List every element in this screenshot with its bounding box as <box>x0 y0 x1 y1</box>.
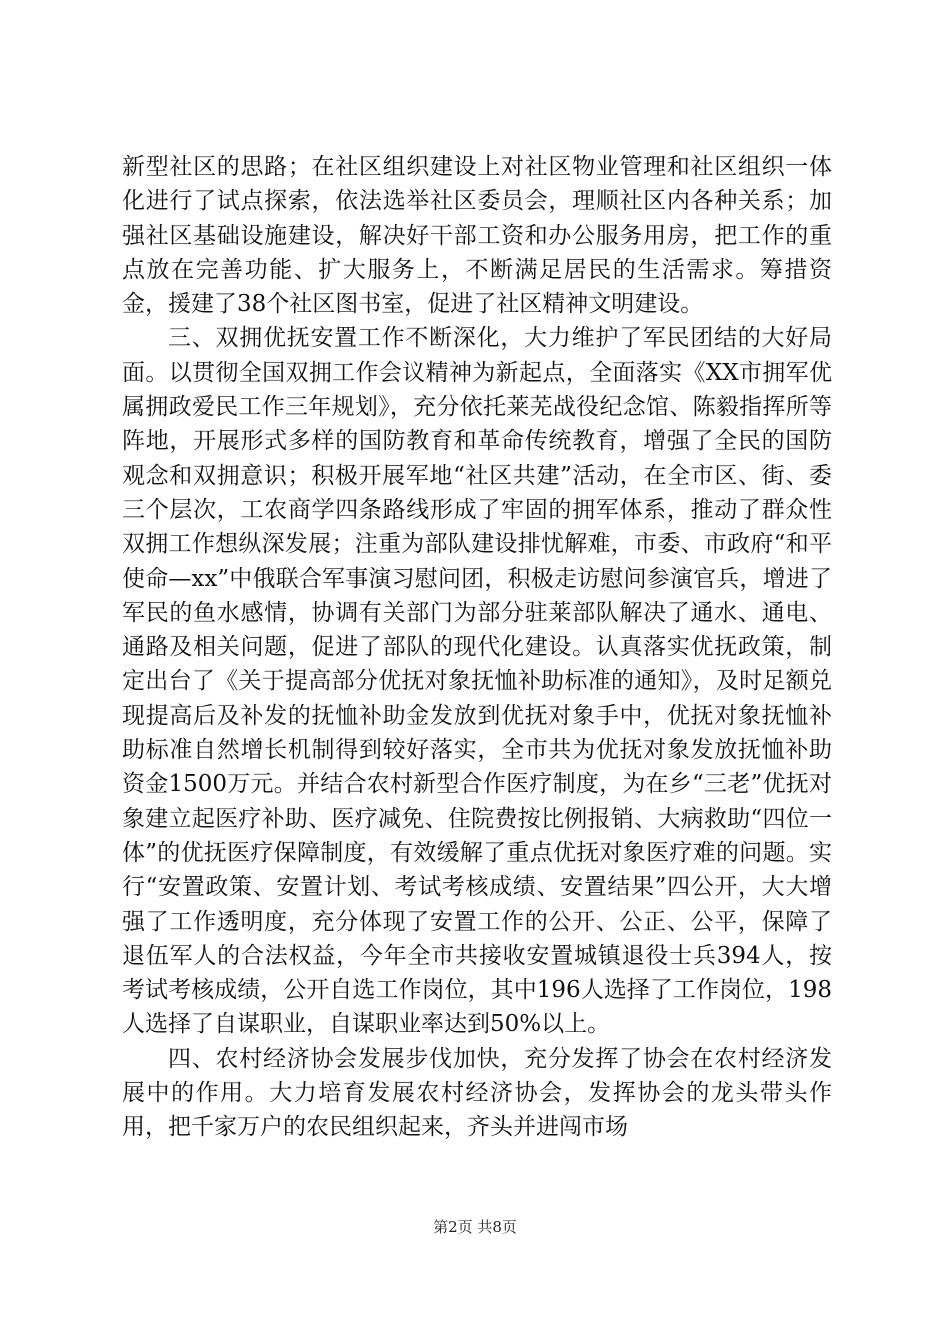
body-text <box>122 150 832 1145</box>
page-number-footer: 第2页 共8页 <box>433 1218 517 1236</box>
paragraph-community: 新型社区的思路；在社区组织建设上对社区物业管理和社区组织一体化进行了试点探索，依法选举社区委员会，理顺社区内各种关系；加强社区基础设施建设，解决好干部工资和办公服务用房，把工作的重点放在完善功能、扩大服务上，不断满足居民的生活需求。筹措资金，援建了38个社区图书室，促进了社区精神文明建设。 <box>122 154 832 318</box>
paragraph-rural-associations: 四、农村经济协会发展步伐加快，充分发挥了协会在农村经济发展中的作用。大力培育发展农村经济协会，发挥协会的龙头带头作用，把千家万户的农民组织起来，齐头并进闯市场 <box>122 1045 832 1141</box>
paragraph-double-support: 三、双拥优抚安置工作不断深化，大力维护了军民团结的大好局面。以贯彻全国双拥工作会议精神为新起点，全面落实《XX市拥军优属拥政爱民工作三年规划》，充分依托莱芜战役纪念馆、陈毅指挥所等阵地，开展形式多样的国防教育和革命传统教育，增强了全民的国防观念和双拥意识；积极开展军地“社区共建”活动，在全市区、街、委三个层次，工农商学四条路线形成了牢固的拥军体系，推动了群众性双拥工作想纵深发展；注重为部队建设排忧解难，市委、市政府“和平使命—xx”中俄联合军事演习慰问团，积极走访慰问参演官兵，增进了军民的鱼水感情，协调有关部门为部分驻莱部队解决了通水、通电、通路及相关问题，促进了部队的现代化建设。认真落实优抚政策，制定出台了《关于提高部分优抚对象抚恤补助标准的通知》，及时足额兑现提高后及补发的抚恤补助金发放到优抚对象手中，优抚对象抚恤补助标准自然增长机制得到较好落实，全市共为优抚对象发放抚恤补助资金1500万元。并结合农村新型合作医疗制度，为在乡“三老”优抚对象建立起医疗补助、医疗减免、住院费按比例报销、大病救助“四位一体”的优抚医疗保障制度，有效缓解了重点优抚对象医疗难的问题。实行“安置政策、安置计划、考试考核成绩、安置结果”四公开，大大增强了工作透明度，充分体现了安置工作的公开、公正、公平，保障了退伍军人的合法权益，今年全市共接收安置城镇退役士兵394人，按考试考核成绩，公开自选工作岗位，其中196人选择了工作岗位，198人选择了自谋职业，自谋职业率达到50%以上。 <box>122 325 832 1038</box>
